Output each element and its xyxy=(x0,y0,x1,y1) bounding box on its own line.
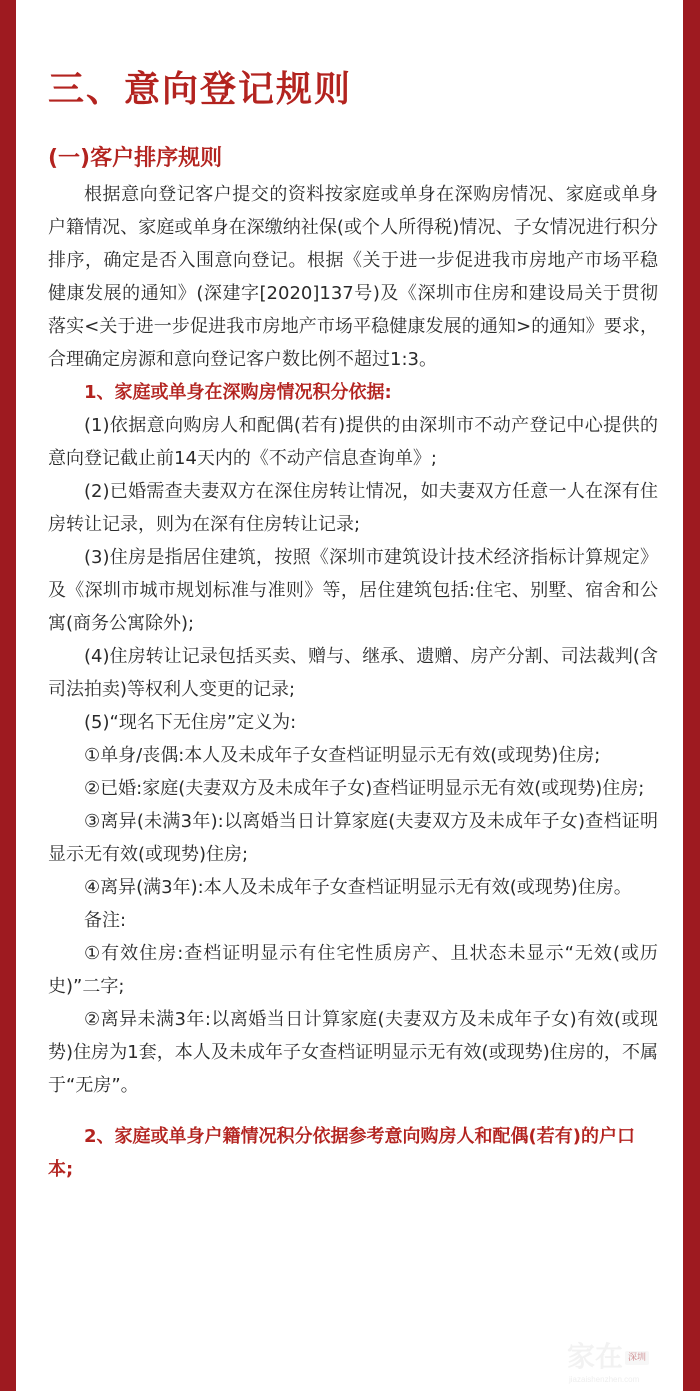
rule-item-2: (2)已婚需查夫妻双方在深住房转让情况，如夫妻双方任意一人在深有住房转让记录，则为在深有住房转让记录; xyxy=(48,481,658,535)
watermark-logo-text: 家在 xyxy=(567,1342,624,1373)
note-valid-housing: ①有效住房:查档证明显示有住宅性质房产、且状态未显示“无效(或历史)”二字; xyxy=(48,943,658,997)
document-page xyxy=(16,0,683,1391)
definition-single: ①单身/丧偶:本人及未成年子女查档证明显示无有效(或现势)住房; xyxy=(84,745,601,766)
definition-divorced-under-3y: ③离异(未满3年):以离婚当日计算家庭(夫妻双方及未成年子女)查档证明显示无有效(或现势)住房; xyxy=(48,811,658,865)
note-label: 备注: xyxy=(84,910,127,931)
rule-item-3: (3)住房是指居住建筑，按照《深圳市建筑设计技术经济指标计算规定》及《深圳市城市规划标准与准则》等，居住建筑包括:住宅、别墅、宿舍和公寓(商务公寓除外); xyxy=(48,547,658,634)
site-watermark xyxy=(567,1341,677,1385)
document-content xyxy=(48,60,658,1186)
right-border-bar xyxy=(683,0,700,1391)
rule-item-4: (4)住房转让记录包括买卖、赠与、继承、遗赠、房产分割、司法裁判(含司法拍卖)等权利人变更的记录; xyxy=(48,646,658,700)
spacer xyxy=(48,1102,658,1120)
watermark-url: jiazaishenzhen.com xyxy=(569,1375,640,1384)
section-title: 三、意向登记规则 xyxy=(48,69,353,110)
definition-divorced-3y: ④离异(满3年):本人及未成年子女查档证明显示无有效(或现势)住房。 xyxy=(84,877,632,898)
definition-married: ②已婚:家庭(夫妻双方及未成年子女)查档证明显示无有效(或现势)住房; xyxy=(84,778,645,799)
heading-purchase-criteria: 1、家庭或单身在深购房情况积分依据: xyxy=(84,382,392,403)
rule-item-1: (1)依据意向购房人和配偶(若有)提供的由深圳市不动产登记中心提供的意向登记截止前14天内的《不动产信息查询单》; xyxy=(48,415,658,469)
rule-item-5: (5)“现名下无住房”定义为: xyxy=(84,712,297,733)
section-subtitle: (一)客户排序规则 xyxy=(48,146,223,171)
heading-household-registration: 2、家庭或单身户籍情况积分依据参考意向购房人和配偶(若有)的户口本; xyxy=(48,1126,635,1180)
watermark-city-badge: 深圳 xyxy=(625,1351,649,1365)
intro-paragraph: 根据意向登记客户提交的资料按家庭或单身在深购房情况、家庭或单身户籍情况、家庭或单身在深缴纳社保(或个人所得税)情况、子女情况进行积分排序，确定是否入围意向登记。根据《关于进一步促进我市房地产市场平稳健康发展的通知》(深建字[2020]137号)及《深圳市住房和建设局关于贯彻落实<关于进一步促进我市房地产市场平稳健康发展的通知>的通知》要求，合理确定房源和意向登记客户数比例不超过1:3。 xyxy=(48,184,658,370)
note-divorced-under-3y: ②离异未满3年:以离婚当日计算家庭(夫妻双方及未成年子女)有效(或现势)住房为1套，本人及未成年子女查档证明显示无有效(或现势)住房的，不属于“无房”。 xyxy=(48,1009,658,1096)
left-border-bar xyxy=(0,0,16,1391)
